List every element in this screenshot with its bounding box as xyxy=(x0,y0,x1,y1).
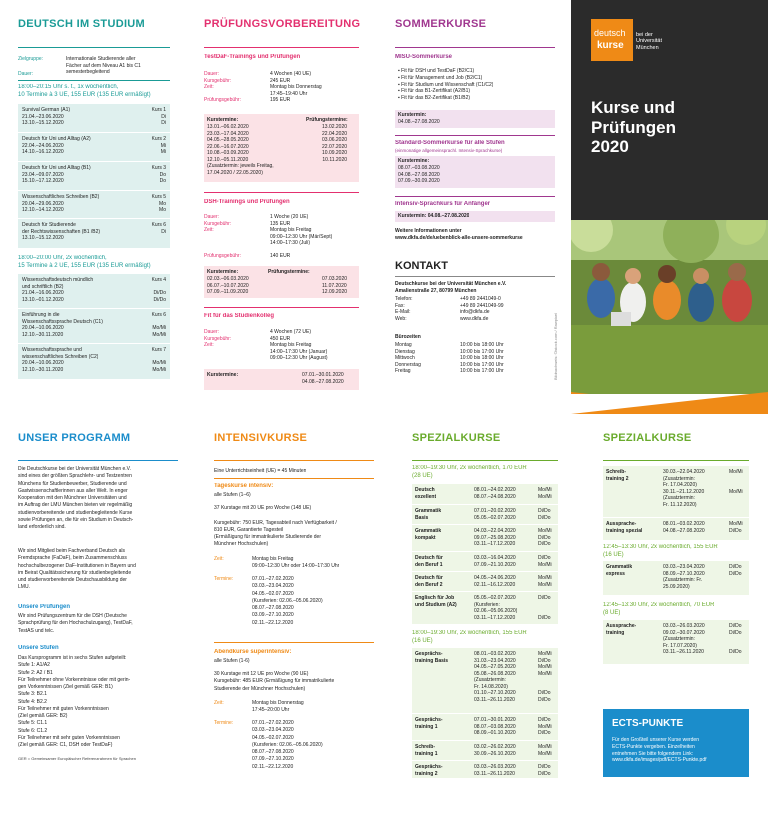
table-row xyxy=(412,713,558,739)
testdaf-title: TestDaF-Trainings und Prüfungen xyxy=(204,54,301,60)
course-days: Di/Do Di/Do Di/Do xyxy=(729,623,742,655)
course-name: Einführung in die Wissenschaftssprache Deutsch (C1) 20.04.–10.06.2020 12.10.–30.11.2020 xyxy=(22,312,103,338)
misu-list: ▪ Fit für DSH und TestDaF (B2/C1) ▪ Fit für Management und Job (B2/C1) ▪ Fit für Studium und Wissenschaft (C1/C2) ▪ Fit für das B1-Zertifikat (A2/B1) ▪ Fit für das B2-Zertifikat (B1/B2) xyxy=(398,68,494,101)
block4-table xyxy=(603,620,749,664)
course-dates: 04.03.–22.04.2020 09.07.–25.08.2020 03.11.–17.12.2020 xyxy=(474,528,516,547)
misu-title: MISU-Sommerkurse xyxy=(395,54,453,60)
zielgruppe-label: Zielgruppe: xyxy=(18,56,44,62)
tages-text: 37 Kurstage mit 20 UE pro Woche (148 UE) Kursgebühr: 750 EUR, Tagesabteil nach Verfügbarkeit / 810 EUR, Garantierte Tagesteil (Ermäßigung für immatrikulierte Studierende der Münchner Hochschulen) xyxy=(214,505,337,548)
kurstermine-list: 08.07.–03.08.2020 04.08.–27.08.2020 07.09.–30.09.2020 xyxy=(398,165,440,184)
ects-box xyxy=(603,709,749,777)
block3-header: 12:45–13:30 Uhr, 2x wöchentlich, 155 EUR (16 UE) xyxy=(603,544,718,558)
misu-dates xyxy=(395,110,555,128)
course-days: Mo/Mi Mo/Mi xyxy=(538,575,552,588)
divider xyxy=(214,478,374,479)
orange-accent xyxy=(571,392,768,414)
course-dates: 03.03.–16.04.2020 07.09.–21.10.2020 xyxy=(474,555,516,568)
course-name: Grammatik express xyxy=(606,564,633,577)
photo-credit: Bildnachweis: ©istock.com / Rawpixel xyxy=(553,313,558,380)
section-title: SOMMERKURSE xyxy=(395,18,487,30)
pruefungen-text: Wir sind Prüfungszentrum für die DSH (Deutsche Sprachprüfung für den Hochschulzugang), TestDaF, TestAS und telc. xyxy=(18,613,133,634)
block3-table xyxy=(603,561,749,595)
block1-table xyxy=(412,484,558,624)
table-row xyxy=(18,162,170,191)
course-dates: 03.02.–26.02.2020 30.09.–26.10.2020 xyxy=(474,744,516,757)
course-days: Mo/Mi Mo/Mi xyxy=(538,487,552,500)
buero-days: Montag Dienstag Mittwoch Donnerstag Freitag xyxy=(395,342,421,374)
table-row xyxy=(18,191,170,219)
table-row xyxy=(412,551,558,570)
anf-title: Intensiv-Sprachkurs für Anfänger xyxy=(395,201,491,207)
abend-text: 30 Kurstage mit 12 UE pro Woche (90 UE) Kursgebühr: 485 EUR (Ermäßigung für immatrikulierte Studierende der Münchner Hochschulen) xyxy=(214,671,335,692)
course-name: Grammatik kompakt xyxy=(415,528,442,541)
course-dates: 08.01.–24.02.2020 08.07.–24.08.2020 xyxy=(474,487,516,500)
course-days: Di/Do Di/Do xyxy=(538,508,551,521)
course-dates: 03.03.–23.04.2020 08.09.–27.10.2020 (Zusatztermin: Fr. 25.09.2020) xyxy=(663,564,705,590)
kurstermine-label: Kurstermine: xyxy=(207,269,239,275)
course-name: Grammatik Basis xyxy=(415,508,442,521)
logo-side-text: bei der Universität München xyxy=(636,32,662,51)
pruefungstermine-label: Prüfungstermine: xyxy=(306,117,348,123)
divider xyxy=(18,460,178,461)
course-days: Di/Do Mo/Mi xyxy=(538,555,552,568)
course-dates: 05.05.–02.07.2020 (Kursferien: 02.06.–05.06.2020) 03.11.–17.12.2020 xyxy=(474,595,518,621)
ects-title: ECTS-PUNKTE xyxy=(612,718,684,729)
kurstermine-label: Kurstermine: xyxy=(398,158,430,164)
testdaf-dates xyxy=(204,114,359,182)
course-days: Di/Do Di/Do xyxy=(538,764,551,777)
course-dates: 08.01.–03.02.2020 04.08.–27.08.2020 xyxy=(663,521,705,534)
std-title: Standard-Sommerkurse für alle Stufen xyxy=(395,140,505,146)
divider xyxy=(395,47,555,48)
ue-note: Eine Unterrichtseinheit (UE) = 45 Minuten xyxy=(214,468,307,474)
kontakt-labels: Telefon: Fax: E-Mail: Web: xyxy=(395,296,413,322)
course-dates: 03.03.–26.03.2020 03.11.–26.11.2020 xyxy=(474,764,516,777)
tages-termine-label: Termine: xyxy=(214,576,234,582)
course-number: Kurs 6 Mo/Mi Mo/Mi xyxy=(151,312,166,338)
course-name: Gesprächs- training 2 xyxy=(415,764,443,777)
abend-termine-label: Termine: xyxy=(214,720,234,726)
zielgruppe-value: Internationale Studierende aller Fächer auf dem Niveau A1 bis C1 semesterbegleitend xyxy=(66,56,141,75)
table-row xyxy=(412,484,558,503)
kurstermine-list: 13.01.–06.02.2020 23.03.–17.04.2020 04.05.–28.05.2020 22.06.–16.07.2020 10.08.–03.09.2020 12.10.–05.11.2020 (Zusatztermin: jeweils Freitag, 17.04.2020 / 22.05.2020) xyxy=(207,124,274,176)
kurstermin-label: Kurstermin: xyxy=(398,112,427,118)
table-row xyxy=(18,104,170,133)
tages-zeit: Montag bis Freitag 09:00–12:30 Uhr oder 14:00–17:30 Uhr xyxy=(252,556,340,570)
divider xyxy=(603,460,749,461)
block1-table xyxy=(18,104,170,248)
course-days: Di/Do Mo/Mi Di/Do xyxy=(538,717,552,736)
divider xyxy=(204,307,359,308)
abend-subtitle: alle Stufen (1-6) xyxy=(214,658,250,664)
intro-text-2: Wir sind Mitglied beim Fachverband Deutsch als Fremdsprache (FaDaF), beim Zusammenschluss hochschulbezogener DaF-Institutionen in Bayern und im Beirat Qualitätssicherung für studienbegleitende und studienvorbereitende Deutschausbildung der LMU. xyxy=(18,548,136,591)
course-number: Kurs 6 Di xyxy=(151,222,166,235)
abend-termine: 07.01.–27.02.2020 03.03.–23.04.2020 04.05.–02.07.2020 (Kursferien: 02.06.–05.06.2020) 08.07.–27.08.2020 07.09.–27.10.2020 02.11.–22.12.2020 xyxy=(252,720,323,770)
divider xyxy=(395,276,555,277)
kontakt-title: KONTAKT xyxy=(395,260,448,272)
pruefungstermine-label: Prüfungstermine: xyxy=(268,269,310,275)
course-days: Mo/Mi Mo/Mi xyxy=(538,744,552,757)
divider xyxy=(214,642,374,643)
divider xyxy=(204,192,359,193)
course-dates: 03.03.–26.03.2020 09.02.–30.07.2020 (Zusatztermin: Fr. 17.07.2020) 03.11.–26.11.2020 xyxy=(663,623,705,655)
intro-text: Die Deutschkurse bei der Universität München e.V. sind eines der größten Sprachlehr- und Testzentren Münchens für Studienbewerber, Studierende und Gastwissenschaftlerinnen aus aller Welt. In enger Kooperation mit den Münchner Universitäten und im Auftrag der LMU München bieten wir regelmäßig studienvorbereitende und studienbegleitende Kurse sowie Prüfungen an, die für ein Studium in Deutsch- land erforderlich sind. xyxy=(18,466,134,530)
dauer-label: Dauer: xyxy=(18,71,34,77)
footnote: GER = Gemeinsamer Europäischer Referenzrahmen für Sprachen xyxy=(18,756,136,761)
table-row xyxy=(412,648,558,712)
course-days: Mo/Mi Mo/Mi xyxy=(729,469,743,495)
course-number: Kurs 3 Do Do xyxy=(151,165,166,184)
block2-header: 18:00–19:30 Uhr, 2x wöchentlich, 155 EUR (16 UE) xyxy=(412,630,527,644)
table-row xyxy=(18,309,170,344)
table-row xyxy=(18,133,170,162)
sk-dates xyxy=(204,369,359,390)
anf-dates xyxy=(395,211,555,222)
course-name: Gesprächs- training Basis xyxy=(415,651,449,664)
logo xyxy=(591,19,633,61)
cover-photo xyxy=(571,220,768,394)
buero-times: 10:00 bis 18:00 Uhr 10:00 bis 17:00 Uhr 10:00 bis 18:00 Uhr 10:00 bis 17:00 Uhr 10:00 bis 17:00 Uhr xyxy=(460,342,504,374)
ects-text[interactable]: Für den Großteil unserer Kurse werden ECTS-Punkte vergeben. Einzelheiten entnehmen Sie bitte folgendem Link: www.dkfa.de/images/pdf/ECTS-Punkte.pdf xyxy=(612,737,707,764)
course-dates: 07.01.–30.01.2020 08.07.–03.08.2020 08.09.–01.10.2020 xyxy=(474,717,516,736)
section-title: SPEZIALKURSE xyxy=(603,432,692,444)
kontakt-values[interactable]: +49 89 2441049-0 +49 89 2441049-99 info@dkfa.de www.dkfa.de xyxy=(460,296,504,322)
course-name: Wissenschaftssprache und wissenschaftliches Schreiben (C2) 20.04.–10.06.2020 12.10.–30.11.2020 xyxy=(22,347,99,373)
buero-title: Bürozeiten xyxy=(395,334,421,340)
dsh-title: DSH-Trainings und Prüfungen xyxy=(204,199,290,205)
kurstermine-label: Kurstermine: xyxy=(207,117,239,123)
pruefungstermine-list: 07.03.2020 11.07.2020 12.09.2020 xyxy=(322,276,348,295)
kurstermine-list: 02.03.–06.03.2020 06.07.–10.07.2020 07.09.–11.09.2020 xyxy=(207,276,249,295)
tages-zeit-label: Zeit: xyxy=(214,556,224,562)
course-name: Deutsch für Uni und Alltag (A2) 22.04.–24.06.2020 14.10.–16.12.2020 xyxy=(22,136,91,155)
course-name: Deutsch für den Beruf 1 xyxy=(415,555,443,568)
divider xyxy=(204,47,359,48)
std-dates xyxy=(395,156,555,188)
divider xyxy=(412,460,558,461)
course-dates: 30.03.–22.04.2020 (Zusatztermin: Fr. 17.04.2020) 30.11.–21.12.2020 (Zusatztermin: Fr. 11.12.2020) xyxy=(663,469,705,508)
cover-title: Kurse und Prüfungen 2020 xyxy=(591,98,676,157)
course-number: Kurs 5 Mo Mo xyxy=(151,194,166,213)
course-name: Wissenschaftliches Schreiben (B2) 20.04.–29.06.2020 12.10.–14.12.2020 xyxy=(22,194,100,213)
section-title: SPEZIALKURSE xyxy=(412,432,501,444)
kontakt-org: Deutschkurse bei der Universität München e.V. Amalienstraße 27, 80799 München xyxy=(395,281,507,294)
abend-title: Abendkurse superintensiv: xyxy=(214,649,292,655)
block4-header: 12:45–13:30 Uhr, 2x wöchentlich, 70 EUR (8 UE) xyxy=(603,602,715,616)
course-number: Kurs 4 Di/Do Di/Do xyxy=(151,277,166,303)
table-row xyxy=(603,466,749,516)
kurstermin: Kurstermin: 04.08.–27.08.2020 xyxy=(398,213,470,219)
students-photo-illustration xyxy=(571,220,768,394)
stufen-text: Das Kursprogramm ist in sechs Stufen aufgeteilt: Stufe 1: A1/A2 Stufe 2: A2 / B1 Für Teilnehmer ohne Vorkenntnisse oder mit gerin- gen Vorkenntnissen (Ziel gemäß GER: B1) Stufe 3: B2.1 Stufe 4: B2.2 Für Teilnehmer mit guten Vorkenntnissen (Ziel gemäß GER: B2) Stufe 5: C1.1 Stufe 6: C1.2 Für Teilnehmer mit sehr guten Vorkenntnissen (Ziel gemäß GER: C1, DSH oder TestDaF) xyxy=(18,655,131,748)
table-row xyxy=(412,571,558,590)
table-row xyxy=(412,524,558,550)
tages-termine: 07.01.–27.02.2020 03.03.–23.04.2020 04.05.–02.07.2020 (Kursferien: 02.06.–05.06.2020) 08.07.–27.08.2020 03.09.–27.10.2020 02.11.–22.12.2020 xyxy=(252,576,323,626)
section-title: INTENSIVKURSE xyxy=(214,432,308,444)
section-title: PRÜFUNGSVORBEREITUNG xyxy=(204,18,361,30)
kurstermine-list: 07.01.–30.01.2020 04.08.–27.08.2020 xyxy=(302,372,344,385)
course-name: Schreib- training 1 xyxy=(415,744,438,757)
course-dates: 07.01.–20.02.2020 05.05.–02.07.2020 xyxy=(474,508,516,521)
divider xyxy=(214,460,374,461)
kurstermin-value: 04.08.–27.08.2020 xyxy=(398,119,440,125)
table-row xyxy=(412,760,558,778)
tages-title: Tageskurse intensiv: xyxy=(214,483,274,489)
block2-table xyxy=(18,274,170,379)
block2-header: 18:00–20:00 Uhr, 2x wöchentlich, 15 Termine à 2 UE, 155 EUR (135 EUR ermäßigt) xyxy=(18,255,151,269)
course-number: Kurs 1 Di Di xyxy=(151,107,166,126)
course-name: Schreib- training 2 xyxy=(606,469,629,482)
section-title: UNSER PROGRAMM xyxy=(18,432,131,444)
course-days: Di/Do Di/Do xyxy=(538,595,551,621)
course-name: Aussprache- training xyxy=(606,623,637,636)
divider xyxy=(18,80,170,81)
course-days: Mo/Mi Di/Do xyxy=(729,521,743,534)
testdaf-labels: Dauer: Kursgebühr: Zeit: Prüfungsgebühr: xyxy=(204,71,241,103)
stufen-title: Unsere Stufen xyxy=(18,645,59,651)
section-title: DEUTSCH IM STUDIUM xyxy=(18,18,146,30)
pruefungstermine-list: 13.02.2020 22.04.2020 03.06.2020 22.07.2020 10.09.2020 10.11.2020 xyxy=(322,124,348,163)
divider xyxy=(18,47,170,48)
course-name: Deutsch für den Beruf 2 xyxy=(415,575,443,588)
info-link[interactable]: Weitere Informationen unter www.dkfa.de/de/uebenblick-alle-unsere-sommerkurse xyxy=(395,228,523,241)
course-name: Deutsch exzellent xyxy=(415,487,437,500)
course-number: Kurs 2 Mi Mi xyxy=(151,136,166,155)
course-name: Englisch für Job und Studium (A2) xyxy=(415,595,457,608)
block1-header: 18:00–20:15 Uhr s. t., 1x wöchentlich, 10 Termine à 3 UE, 155 EUR (135 EUR ermäßigt) xyxy=(18,84,151,98)
course-name: Deutsch für Uni und Alltag (B1) 23.04.–09.07.2020 15.10.–17.12.2020 xyxy=(22,165,91,184)
course-name: Wissenschaftsdeutsch mündlich und schriftlich (B2) 21.04.–16.06.2020 13.10.–01.12.2020 xyxy=(22,277,94,303)
table-row xyxy=(18,219,170,247)
studienkolleg-title: Fit für das Studienkolleg xyxy=(204,313,275,319)
course-days: Mo/Mi Di/Do Di/Do xyxy=(538,528,552,547)
course-name: Deutsch für Studierende der Rechtswissenschaften (B1 /B2) 13.10.–15.12.2020 xyxy=(22,222,101,241)
top-table xyxy=(603,466,749,540)
course-dates: 08.01.–03.02.2020 31.03.–23.04.2020 04.05.–27.05.2020 05.08.–26.08.2020 (Zusatztermin: Fr. 14.08.2020) 01.10.–27.10.2020 03.11.–26.11.2020 xyxy=(474,651,516,703)
table-row xyxy=(412,591,558,624)
pruefungen-title: Unsere Prüfungen xyxy=(18,604,71,610)
logo-text-top: deutsch xyxy=(594,28,626,38)
abend-zeit-label: Zeit: xyxy=(214,700,224,706)
table-row xyxy=(18,274,170,309)
course-days: Di/Do Di/Do xyxy=(729,564,742,577)
dsh-dates xyxy=(204,266,359,298)
course-number: Kurs 7 Mo/Mi Mo/Mi xyxy=(151,347,166,373)
course-name: Aussprache- training spezial xyxy=(606,521,643,534)
divider xyxy=(395,196,555,197)
logo-text-bottom: kurse xyxy=(597,40,624,51)
table-row xyxy=(603,561,749,595)
table-row xyxy=(412,504,558,523)
course-name: Gesprächs- training 1 xyxy=(415,717,443,730)
divider xyxy=(395,135,555,136)
table-row xyxy=(603,620,749,664)
kurstermine-label: Kurstermine: xyxy=(207,372,239,378)
dsh-labels: Dauer: Kursgebühr: Zeit: Prüfungsgebühr: xyxy=(204,214,241,259)
dsh-values: 1 Woche (20 UE) 135 EUR Montag bis Freitag 09:00–12:30 Uhr (Mär/Sept) 14:00–17:30 (Juli) 140 EUR xyxy=(270,214,333,259)
table-row xyxy=(412,740,558,759)
table-row xyxy=(603,517,749,540)
table-row xyxy=(18,344,170,379)
testdaf-values: 4 Wochen (40 UE) 245 EUR Montag bis Donnerstag 17:45–19:40 Uhr 195 EUR xyxy=(270,71,322,103)
course-days: Mo/Mi Di/Do Mo/Mi Mo/Mi Di/Do Di/Do xyxy=(538,651,552,703)
tages-subtitle: alle Stufen (1–6) xyxy=(214,492,251,498)
course-name: Survival German (A1) 21.04.–23.06.2020 13.10.–15.12.2020 xyxy=(22,107,71,126)
abend-zeit: Montag bis Donnerstag 17:45–20:00 Uhr xyxy=(252,700,304,714)
std-subtitle: (einmonatige allgemeinsprachl. Intensiv-Sprachkurse) xyxy=(395,148,503,153)
course-dates: 04.05.–24.06.2020 02.11.–16.12.2020 xyxy=(474,575,516,588)
sk-values: 4 Wochen (72 UE) 450 EUR Montag bis Freitag 14:00–17:30 Uhr (Januar) 09:00–12:30 Uhr (August) xyxy=(270,329,328,361)
block2-table xyxy=(412,648,558,778)
block1-header: 18:00–19:30 Uhr, 2x wöchentlich, 170 EUR (28 UE) xyxy=(412,465,527,479)
sk-labels: Dauer: Kursgebühr: Zeit: xyxy=(204,329,232,348)
